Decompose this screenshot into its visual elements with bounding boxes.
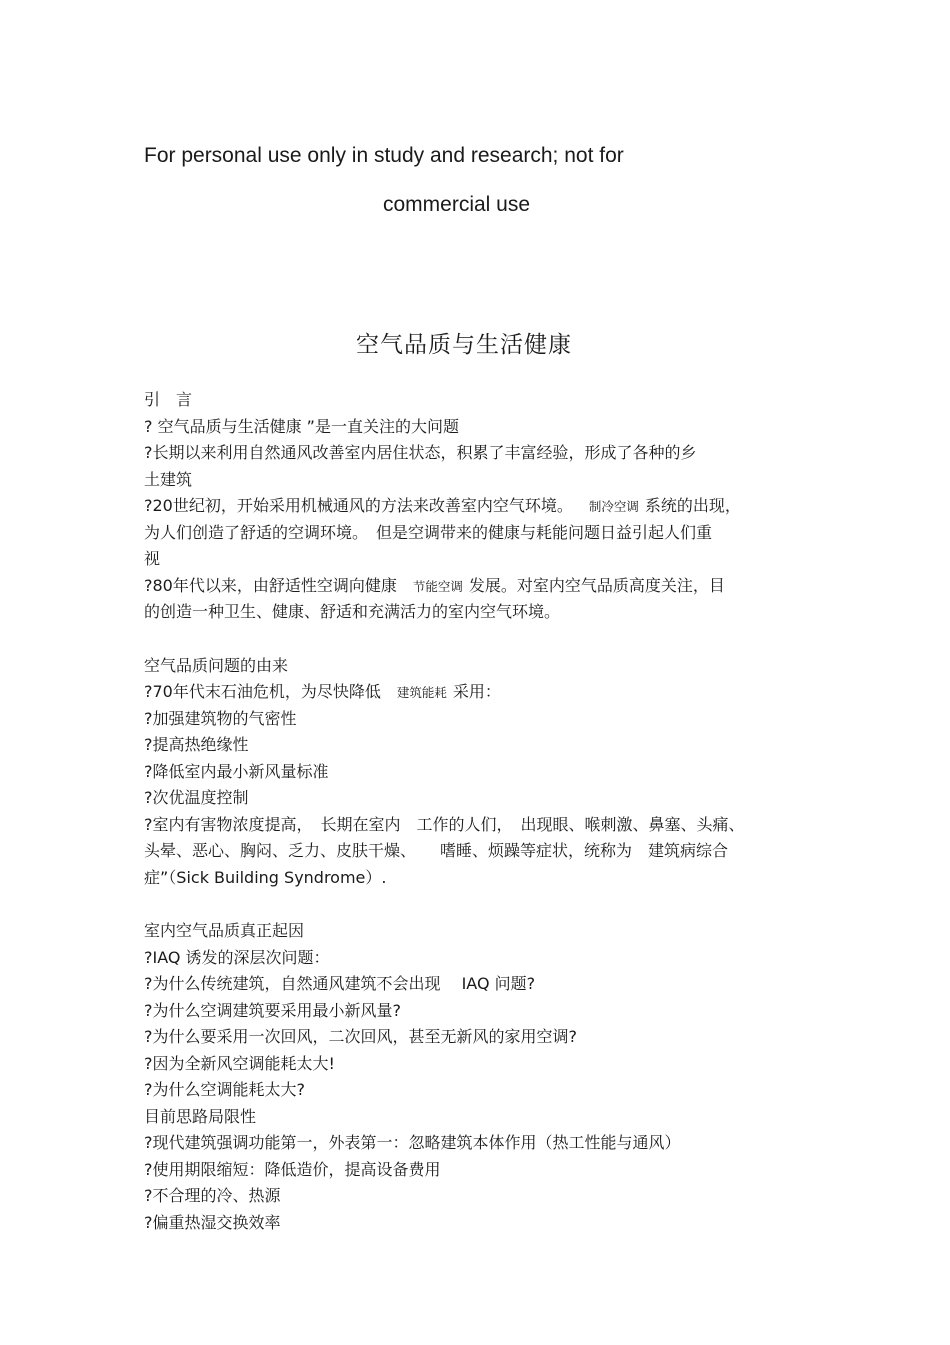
section-heading-cause: 室内空气品质真正起因 bbox=[144, 921, 305, 940]
paragraph-line bbox=[144, 573, 824, 600]
paragraph-line: 为人们创造了舒适的空调环境。 但是空调带来的健康与耗能问题日益引起人们重 bbox=[144, 522, 713, 542]
section-heading-intro: 引 言 bbox=[144, 390, 193, 409]
list-item: ?偏重热湿交换效率 bbox=[144, 1212, 281, 1232]
list-item: ?现代建筑强调功能第一，外表第一：忽略建筑本体作用（热工性能与通风） bbox=[144, 1133, 681, 1152]
list-item: ?次优温度控制 bbox=[144, 788, 249, 807]
paragraph-line: ? 空气品质与生活健康 ”是一直关注的大问题 bbox=[144, 416, 459, 436]
paragraph-line: ?长期以来利用自然通风改善室内居住状态，积累了丰富经验，形成了各种的乡 bbox=[144, 443, 697, 462]
list-item: ?为什么传统建筑，自然通风建筑不会出现 IAQ 问题? bbox=[144, 974, 536, 993]
paragraph-line: 土建筑 bbox=[144, 469, 193, 489]
list-item: ?加强建筑物的气密性 bbox=[144, 708, 297, 728]
spacer bbox=[144, 626, 824, 653]
text-run: ?70年代末石油危机，为尽快降低 bbox=[144, 682, 381, 701]
paragraph-line: ?室内有害物浓度提高， 长期在室内 工作的人们， 出现眼、喉刺激、鼻塞、头痛、 bbox=[144, 814, 745, 834]
text-run: ?20世纪初，开始采用机械通风的方法来改善室内空气环境。 bbox=[144, 496, 573, 515]
list-item: ?为什么空调能耗太大? bbox=[144, 1080, 305, 1099]
paragraph-line: 症”（Sick Building Syndrome）. bbox=[144, 867, 387, 887]
section-heading-origin: 空气品质问题的由来 bbox=[144, 655, 289, 675]
paragraph-line: 视 bbox=[144, 549, 161, 568]
inline-term: 建筑能耗 bbox=[396, 685, 447, 700]
list-item: ?降低室内最小新风量标准 bbox=[144, 761, 329, 781]
paragraph-line bbox=[144, 493, 824, 520]
inline-term: 制冷空调 bbox=[588, 499, 639, 514]
sub-heading: 目前思路局限性 bbox=[144, 1106, 257, 1126]
list-item: ?不合理的冷、热源 bbox=[144, 1186, 281, 1205]
document-title: 空气品质与生活健康 bbox=[356, 332, 572, 358]
text-run: ?80年代以来，由舒适性空调向健康 bbox=[144, 575, 397, 595]
text-run: 采用： bbox=[452, 682, 501, 701]
list-item: ?为什么空调建筑要采用最小新风量? bbox=[144, 1000, 401, 1020]
list-item: ?使用期限缩短：降低造价，提高设备费用 bbox=[144, 1159, 441, 1179]
text-run: 系统的出现， bbox=[644, 496, 741, 515]
document-body bbox=[144, 387, 824, 1236]
list-item: ?IAQ 诱发的深层次问题： bbox=[144, 947, 330, 967]
disclaimer-line-1: For personal use only in study and research; not for bbox=[144, 144, 624, 167]
list-item: ?为什么要采用一次回风，二次回风，甚至无新风的家用空调? bbox=[144, 1027, 577, 1046]
disclaimer-line-2: commercial use bbox=[383, 193, 531, 216]
inline-term: 节能空调 bbox=[412, 578, 463, 594]
paragraph-line: 头晕、恶心、胸闷、乏力、皮肤干燥、 嗜睡、烦躁等症状，统称为 建筑病综合 bbox=[144, 841, 729, 860]
paragraph-line bbox=[144, 679, 824, 706]
list-item: ?提高热绝缘性 bbox=[144, 735, 249, 754]
text-run: 发展。对室内空气品质高度关注，目 bbox=[468, 575, 725, 595]
spacer bbox=[144, 891, 824, 918]
list-item: ?因为全新风空调能耗太大! bbox=[144, 1053, 335, 1073]
paragraph-line: 的创造一种卫生、健康、舒适和充满活力的室内空气环境。 bbox=[144, 602, 561, 621]
